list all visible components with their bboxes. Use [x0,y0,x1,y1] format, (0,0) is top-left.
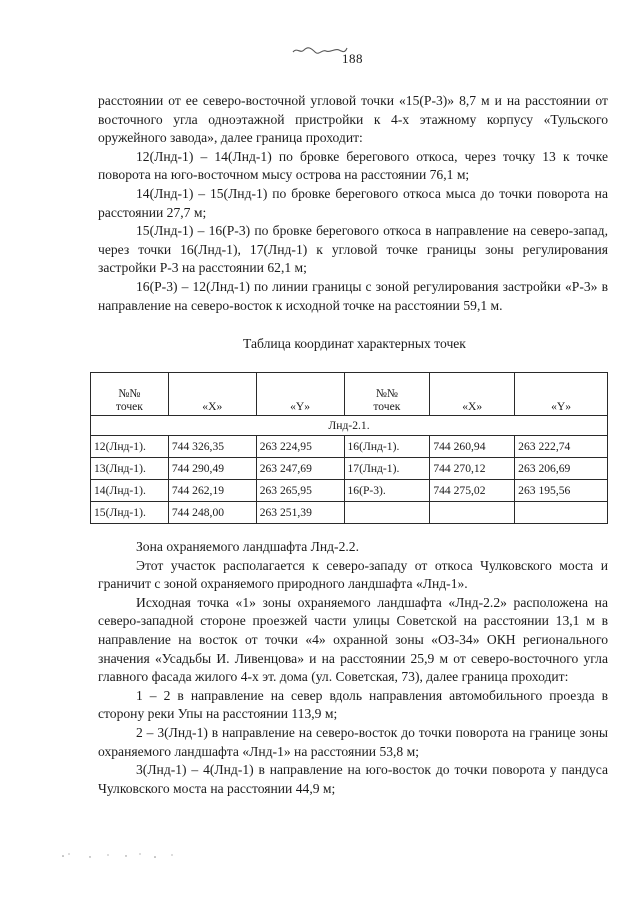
table-cell: 263 251,39 [256,502,344,524]
table-cell: 263 206,69 [515,458,608,480]
header-cell: «X» [168,373,256,416]
paragraph: Этот участок располагается к северо-западу от откоса Чулковского моста и граничит с зоной охраняемого природного ландшафта «Лнд-1». [98,557,608,592]
table-cell: 744 275,02 [430,480,515,502]
table-row [91,458,608,480]
table-cell: 16(Лнд-1). [344,436,430,458]
scan-noise [60,850,190,862]
paragraph: 16(Р-3) – 12(Лнд-1) по линии границы с зоной регулирования застройки «Р-3» в направление на северо-восток к исходной точке на расстоянии 59,1 м. [98,278,608,313]
paragraph: 3(Лнд-1) – 4(Лнд-1) в направление на юго-восток до точки поворота у пандуса Чулковского моста на расстоянии 44,9 м; [98,762,608,796]
table-row [91,436,608,458]
table-cell: 744 290,49 [168,458,256,480]
table-cell: 744 262,19 [168,480,256,502]
header-cell: «Y» [256,373,344,416]
group-label: Лнд-2.1. [91,416,608,436]
paragraph: 12(Лнд-1) – 14(Лнд-1) по бровке берегового откоса, через точку 13 к точке поворота на юго-восточном мысу острова на расстоянии 76,1 м; [98,148,608,183]
coordinates-table [90,372,608,524]
table-cell [430,502,515,524]
header-cell: «Y» [515,373,608,416]
table-cell: 263 265,95 [256,480,344,502]
table-cell: 17(Лнд-1). [344,458,430,480]
table-cell: 263 247,69 [256,458,344,480]
paragraph: Зона охраняемого ландшафта Лнд-2.2. [136,539,359,554]
table-cell: 263 224,95 [256,436,344,458]
page-number: 188 [342,51,363,66]
body-text-bottom [98,538,608,798]
table-cell: 12(Лнд-1). [91,436,169,458]
paragraph: 15(Лнд-1) – 16(Р-3) по бровке берегового откоса в направление на северо-запад, через точки 16(Лнд-1), 17(Лнд-1) к угловой точке границы зоны регулирования застройки Р-3 на расстоянии 62,1 м; [98,223,608,276]
table-cell: 13(Лнд-1). [91,458,169,480]
header-cell: №№ точек [91,373,169,416]
header-cell: №№ точек [344,373,430,416]
table-header-row [91,373,608,416]
paragraph: Исходная точка «1» зоны охраняемого ландшафта «Лнд-2.2» расположена на северо-западной стороне проезжей части улицы Советской на расстоянии 13,1 м в направление на восток от точки «4» охранной зоны «ОЗ-34» ОКН регионального значения «Усадьбы И. Ливенцова» и на расстоянии 25,9 м от северо-восточного угла главного фасада жилого 4-х эт. дома (ул. Советская, 73), далее граница проходит: [98,594,608,685]
table-cell: 744 326,35 [168,436,256,458]
table-cell: 16(Р-3). [344,480,430,502]
table-row [91,502,608,524]
table-cell: 744 270,12 [430,458,515,480]
handwritten-mark [291,44,349,56]
paragraph: 1 – 2 в направление на север вдоль направления автомобильного проезда в сторону реки Упы на расстоянии 113,9 м; [98,687,608,722]
table-group-row [91,416,608,436]
paragraph: расстоянии от ее северо-восточной угловой точки «15(Р-3)» 8,7 м и на расстоянии от восточного угла одноэтажной пристройки к 4-х этажному корпусу «Тульского оружейного завода», далее граница проходит: [98,93,608,146]
header-cell: «X» [430,373,515,416]
paragraph: 14(Лнд-1) – 15(Лнд-1) по бровке берегового откоса мыса до точки поворота на расстоянии 27,7 м; [98,185,608,220]
table-cell: 744 248,00 [168,502,256,524]
table-caption: Таблица координат характерных точек [243,336,466,351]
table-cell: 263 222,74 [515,436,608,458]
table-cell: 14(Лнд-1). [91,480,169,502]
table-cell [344,502,430,524]
paragraph: 2 – 3(Лнд-1) в направление на северо-восток до точки поворота на границе зоны охраняемого ландшафта «Лнд-1» на расстоянии 53,8 м; [98,724,608,759]
table-cell: 15(Лнд-1). [91,502,169,524]
table-cell: 263 195,56 [515,480,608,502]
table-cell: 744 260,94 [430,436,515,458]
body-text-top [98,92,608,315]
table-row [91,480,608,502]
table-cell [515,502,608,524]
